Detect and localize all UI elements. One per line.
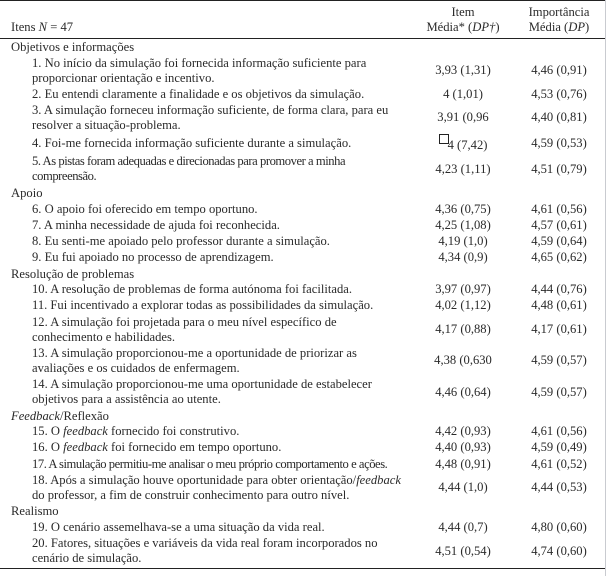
importance-mean: 4,44 (0,53) bbox=[531, 480, 587, 495]
header-importance-line1: Importância bbox=[528, 5, 590, 19]
table-row bbox=[0, 456, 605, 472]
item-text: 14. A simulação proporcionou-me uma oportunidade de estabelecer objetivos para a assistência ao utente. bbox=[32, 377, 372, 407]
item-text: 9. Eu fui apoiado no processo de aprendizagem. bbox=[32, 250, 274, 265]
header-items bbox=[0, 1, 413, 39]
importance-mean: 4,59 (0,57) bbox=[531, 353, 587, 368]
item-mean: 3,91 (0,96 bbox=[437, 110, 489, 125]
table-row bbox=[0, 217, 605, 233]
importance-mean: 4,80 (0,60) bbox=[531, 519, 587, 534]
item-text: 8. Eu senti-me apoiado pelo professor durante a simulação. bbox=[32, 233, 330, 248]
header-importance-line2: Média (DP) bbox=[528, 20, 590, 34]
item-mean: 4,44 (1,0) bbox=[438, 480, 488, 495]
importance-mean: 4,53 (0,76) bbox=[531, 86, 587, 101]
table-row bbox=[0, 519, 605, 535]
item-text: 6. O apoio foi oferecido em tempo oportuno. bbox=[32, 201, 258, 216]
item-text: 5. As pistas foram adequadas e direcionadas para promover a minha compreensão. bbox=[32, 154, 346, 184]
importance-mean: 4,51 (0,79) bbox=[531, 161, 587, 176]
table-row bbox=[0, 55, 605, 86]
item-mean: 4,36 (0,75) bbox=[435, 201, 491, 216]
table-row bbox=[0, 250, 605, 266]
item-text: 7. A minha necessidade de ajuda foi reconhecida. bbox=[32, 217, 280, 232]
importance-mean: 4,61 (0,52) bbox=[531, 456, 587, 471]
item-text: 20. Fatores, situações e variáveis da vida real foram incorporados no cenário de simulação. bbox=[0, 536, 413, 569]
item-text: 16. O feedback foi fornecido em tempo oportuno. bbox=[32, 440, 282, 455]
item-text: 15. O feedback fornecido foi construtivo. bbox=[32, 424, 240, 439]
item-mean: 4,44 (0,7) bbox=[438, 519, 488, 534]
item-mean: 4,17 (0,88) bbox=[435, 322, 491, 337]
importance-mean: 4,74 (0,60) bbox=[513, 536, 605, 569]
item-text: 2. Eu entendi claramente a finalidade e os objetivos da simulação. bbox=[32, 86, 365, 101]
n-value: = 47 bbox=[50, 20, 74, 34]
table-row bbox=[0, 282, 605, 298]
item-mean: 4,42 (0,93) bbox=[435, 424, 491, 439]
table-row bbox=[0, 472, 605, 503]
item-mean: 4,23 (1,11) bbox=[435, 161, 491, 176]
importance-mean: 4,57 (0,61) bbox=[531, 217, 587, 232]
table-row bbox=[0, 134, 605, 154]
item-text: 11. Fui incentivado a explorar todas as possibilidades da simulação. bbox=[32, 298, 374, 313]
header-importance-mean bbox=[513, 1, 605, 39]
section-title: Apoio bbox=[11, 185, 43, 200]
item-mean: 4,51 (0,54) bbox=[413, 536, 513, 569]
section-feedback bbox=[0, 408, 605, 424]
table-row bbox=[0, 424, 605, 440]
table-row bbox=[0, 298, 605, 314]
importance-mean: 4,17 (0,61) bbox=[531, 322, 587, 337]
item-text: 18. Após a simulação houve oportunidade para obter orientação/feedback do professor, a fim de construir conhecimento para outro nível. bbox=[32, 472, 401, 502]
table-row bbox=[0, 201, 605, 217]
n-label: N bbox=[38, 20, 48, 34]
table-header-row bbox=[0, 1, 605, 39]
item-text: 17. A simulação permitiu-me analisar o meu próprio comportamento e ações. bbox=[32, 456, 388, 471]
item-mean: 4,19 (1,0) bbox=[438, 233, 488, 248]
table-row bbox=[0, 376, 605, 407]
importance-mean: 4,59 (0,57) bbox=[531, 384, 587, 399]
table-row bbox=[0, 86, 605, 102]
importance-mean: 4,59 (0,49) bbox=[531, 440, 587, 455]
importance-mean: 4,48 (0,61) bbox=[531, 298, 587, 313]
importance-mean: 4,65 (0,62) bbox=[531, 250, 587, 265]
section-realismo bbox=[0, 503, 605, 519]
table-row bbox=[0, 345, 605, 376]
table-row bbox=[0, 102, 605, 133]
table-row bbox=[0, 233, 605, 249]
item-text: 19. O cenário assemelhava-se a uma situação da vida real. bbox=[32, 519, 325, 534]
item-text: 10. A resolução de problemas de forma autónoma foi facilitada. bbox=[32, 282, 352, 297]
item-mean: 4 (7,42) bbox=[413, 134, 513, 154]
item-text: 13. A simulação proporcionou-me a oportunidade de priorizar as avaliações e os cuidados de enfermagem. bbox=[32, 345, 357, 375]
table-row bbox=[0, 536, 605, 569]
item-mean: 3,97 (0,97) bbox=[435, 282, 491, 297]
importance-mean: 4,61 (0,56) bbox=[531, 424, 587, 439]
table-row bbox=[0, 440, 605, 456]
section-title: Realismo bbox=[11, 504, 59, 519]
importance-mean: 4,40 (0,81) bbox=[531, 110, 587, 125]
item-mean: 4,38 (0,630 bbox=[434, 353, 492, 368]
page-edge-line bbox=[605, 0, 606, 576]
section-objetivos bbox=[0, 39, 605, 56]
item-mean: 4,25 (1,08) bbox=[435, 217, 491, 232]
item-mean: 3,93 (1,31) bbox=[435, 63, 491, 78]
item-text: 12. A simulação foi projetada para o meu nível específico de conhecimento e habilidades. bbox=[32, 314, 337, 344]
section-resolucao bbox=[0, 266, 605, 282]
item-mean: 4,46 (0,64) bbox=[435, 384, 491, 399]
table-row bbox=[0, 154, 605, 185]
section-title: Feedback/Reflexão bbox=[11, 408, 109, 423]
items-label: Itens bbox=[11, 20, 36, 34]
item-mean: 4,34 (0,9) bbox=[438, 250, 488, 265]
item-mean: 4,02 (1,12) bbox=[435, 298, 491, 313]
header-item-mean bbox=[413, 1, 513, 39]
header-item-line1: Item bbox=[451, 5, 475, 19]
section-title: Resolução de problemas bbox=[11, 266, 135, 281]
importance-mean: 4,61 (0,56) bbox=[531, 201, 587, 216]
item-text: 4. Foi-me fornecida informação suficiente durante a simulação. bbox=[32, 136, 352, 151]
importance-mean: 4,44 (0,76) bbox=[531, 282, 587, 297]
importance-mean: 4,46 (0,91) bbox=[531, 63, 587, 78]
table-row bbox=[0, 314, 605, 345]
item-mean: 4,40 (0,93) bbox=[435, 440, 491, 455]
item-mean: 4 (1,01) bbox=[443, 86, 483, 101]
item-text: 1. No início da simulação foi fornecida informação suficiente para proporcionar orientação e incentivo. bbox=[32, 55, 367, 85]
importance-mean: 4,59 (0,53) bbox=[531, 136, 587, 151]
section-title: Objetivos e informações bbox=[11, 40, 135, 54]
header-item-line2: Média* (DP†) bbox=[426, 20, 500, 34]
item-text: 3. A simulação forneceu informação suficiente, de forma clara, para eu resolver a situação-problema. bbox=[32, 102, 389, 132]
section-apoio bbox=[0, 185, 605, 201]
importance-mean: 4,59 (0,64) bbox=[531, 233, 587, 248]
item-mean: 4,48 (0,91) bbox=[435, 456, 491, 471]
